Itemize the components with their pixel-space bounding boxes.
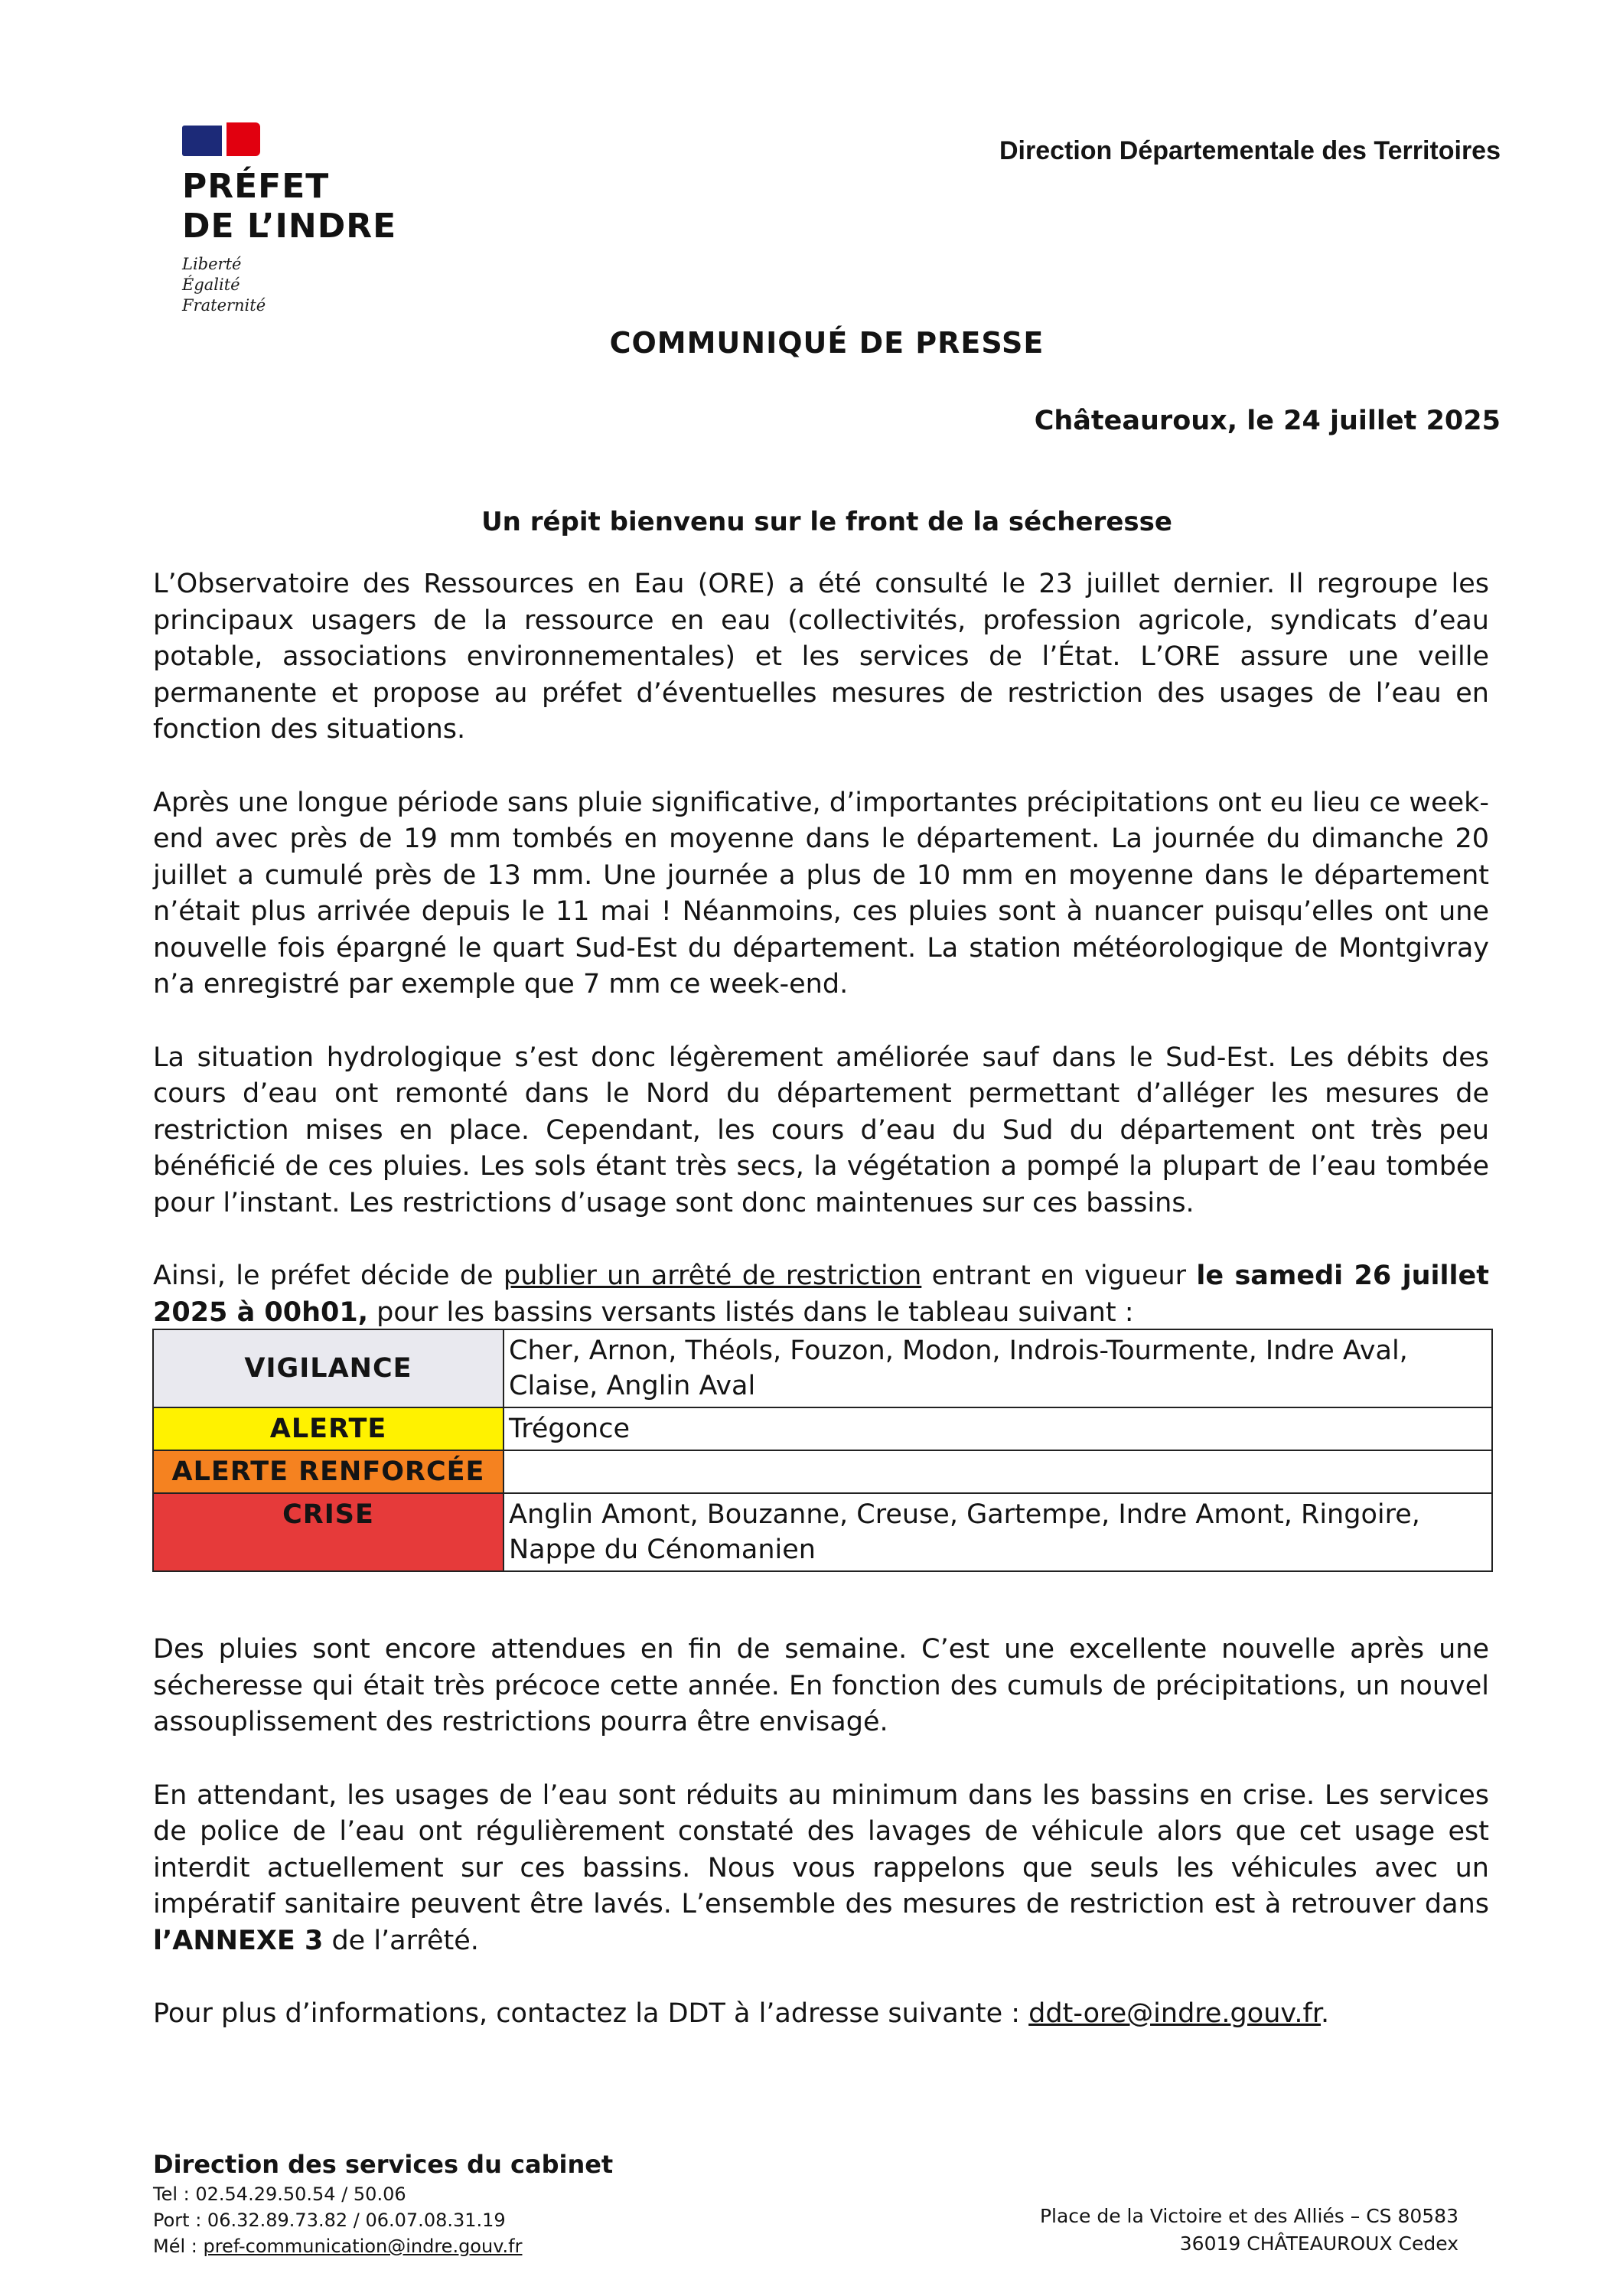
- footer-email-link[interactable]: pref-communication@indre.gouv.fr: [203, 2236, 523, 2257]
- press-release-headline: Un répit bienvenu sur le front de la sécheresse: [481, 507, 1172, 537]
- prefecture-logo: [182, 122, 396, 316]
- level-alerte: ALERTE: [153, 1407, 504, 1450]
- footer-contact: [153, 2148, 613, 2259]
- ddt-email-link[interactable]: ddt-ore@indre.gouv.fr: [1028, 1998, 1321, 2029]
- dateline: Châteauroux, le 24 juillet 2025: [1034, 406, 1501, 436]
- level-alerte-renforcee: ALERTE RENFORCÉE: [153, 1450, 504, 1493]
- decision-text-3: pour les bassins versants listés dans le tableau suivant :: [368, 1296, 1134, 1328]
- flag-blue-part: [182, 126, 222, 156]
- footer-tel: Tel : 02.54.29.50.54 / 50.06: [153, 2183, 406, 2205]
- contact-period: .: [1321, 1998, 1330, 2029]
- effective-date: le samedi 26 juillet 2025 à 00h01,: [153, 1261, 1489, 1328]
- logo-line-2: DE L’INDRE: [182, 207, 397, 246]
- table-row: [153, 1450, 1492, 1493]
- paragraph-decision: [153, 1258, 1489, 1331]
- mel-label: Mél :: [153, 2236, 204, 2257]
- address-line-2: 36019 CHÂTEAUROUX Cedex: [1179, 2232, 1458, 2255]
- address-line-1: Place de la Victoire et des Alliés – CS 80583: [1039, 2205, 1458, 2227]
- footer-mel: [153, 2233, 613, 2259]
- table-row: [153, 1407, 1492, 1450]
- body-text-top: [153, 566, 1489, 1331]
- paragraph-outlook: Des pluies sont encore attendues en fin de semaine. C’est une excellente nouvelle après une sécheresse qui était très précoce cette année. En fonction des cumuls de précipitations, un nouvel assouplissement des restrictions pourra être envisagé.: [153, 1634, 1489, 1737]
- motto-egalite: Égalité: [182, 276, 240, 294]
- flag-red-part: [227, 122, 260, 156]
- footer-port: Port : 06.32.89.73.82 / 06.07.08.31.19: [153, 2210, 506, 2231]
- table-row: [153, 1493, 1492, 1571]
- logo-line-1: PRÉFET: [182, 167, 330, 206]
- level-crise: CRISE: [153, 1493, 504, 1571]
- decree-link[interactable]: publier un arrêté de restriction: [503, 1261, 922, 1291]
- restriction-table: [152, 1329, 1493, 1572]
- footer-address: [1040, 2203, 1458, 2258]
- paragraph-hydrology: La situation hydrologique s’est donc légèrement améliorée sauf dans le Sud-Est. Les débits des cours d’eau ont remonté dans le Nord du département permettant d’alléger les mesures de restriction mises en place. Cependant, les cours d’eau du Sud du département ont très peu bénéficié de ces pluies. Les sols étant très secs, la végétation a pompé la plupart de l’eau tombée pour l’instant. Les restrictions d’usage sont donc maintenues sur ces bassins.: [153, 1042, 1489, 1218]
- basins-alerte-renforcee: [504, 1450, 1492, 1493]
- contact-text: Pour plus d’informations, contactez la DDT à l’adresse suivante :: [153, 1998, 1029, 2029]
- annex-reference: l’ANNEXE 3: [153, 1925, 324, 1956]
- paragraph-contact: [153, 1996, 1489, 2033]
- basins-crise: Anglin Amont, Bouzanne, Creuse, Gartempe, Indre Amont, Ringoire, Nappe du Cénomanien: [504, 1493, 1492, 1571]
- marianne-flag-icon: [182, 122, 396, 156]
- level-vigilance: VIGILANCE: [153, 1329, 504, 1407]
- body-text-bottom: [153, 1632, 1489, 2069]
- document-type-title: COMMUNIQUÉ DE PRESSE: [609, 326, 1045, 360]
- decision-text-1: Ainsi, le préfet décide de: [153, 1261, 504, 1291]
- table-row: [153, 1329, 1492, 1407]
- issuing-direction: Direction Départementale des Territoires: [999, 136, 1501, 165]
- paragraph-ore: L’Observatoire des Ressources en Eau (ORE) a été consulté le 23 juillet dernier. Il regroupe les principaux usagers de la ressource en eau (collectivités, profession agricole, syndicats d’eau potable, associations environnementales) et les services de l’État. L’ORE assure une veille permanente et propose au préfet d’éventuelles mesures de restriction des usages de l’eau en fonction des situations.: [153, 569, 1489, 745]
- motto-liberte: Liberté: [182, 255, 242, 273]
- crisis-text-1: En attendant, les usages de l’eau sont réduits au minimum dans les bassins en crise. Les services de police de l’eau ont régulièrement constaté des lavages de véhicule alors que cet usage est interdit actuellement sur ces bassins. Nous vous rappelons que seuls les véhicules avec un impératif sanitaire peuvent être lavés. L’ensemble des mesures de restriction est à retrouver dans: [153, 1779, 1489, 1919]
- crisis-text-2: de l’arrêté.: [323, 1925, 479, 1956]
- paragraph-crisis-usage: [153, 1778, 1489, 1960]
- paragraph-rainfall: Après une longue période sans pluie significative, d’importantes précipitations ont eu lieu ce week-end avec près de 19 mm tombés en moyenne dans le département. La journée du dimanche 20 juillet a cumulé près de 13 mm. Une journée a plus de 10 mm en moyenne dans le département n’était plus arrivée depuis le 11 mai ! Néanmoins, ces pluies sont à nuancer puisqu’elles ont une nouvelle fois épargné le quart Sud-Est du département. La station météorologique de Montgivray n’a enregistré par exemple que 7 mm ce week-end.: [153, 787, 1489, 1000]
- footer-title: Direction des services du cabinet: [153, 2150, 614, 2179]
- motto-fraternite: Fraternité: [182, 296, 266, 315]
- basins-alerte: Trégonce: [504, 1407, 1492, 1450]
- republic-motto: [182, 254, 396, 316]
- basins-vigilance: Cher, Arnon, Théols, Fouzon, Modon, Indrois-Tourmente, Indre Aval, Claise, Anglin Aval: [504, 1329, 1492, 1407]
- decision-text-2: entrant en vigueur: [921, 1261, 1197, 1291]
